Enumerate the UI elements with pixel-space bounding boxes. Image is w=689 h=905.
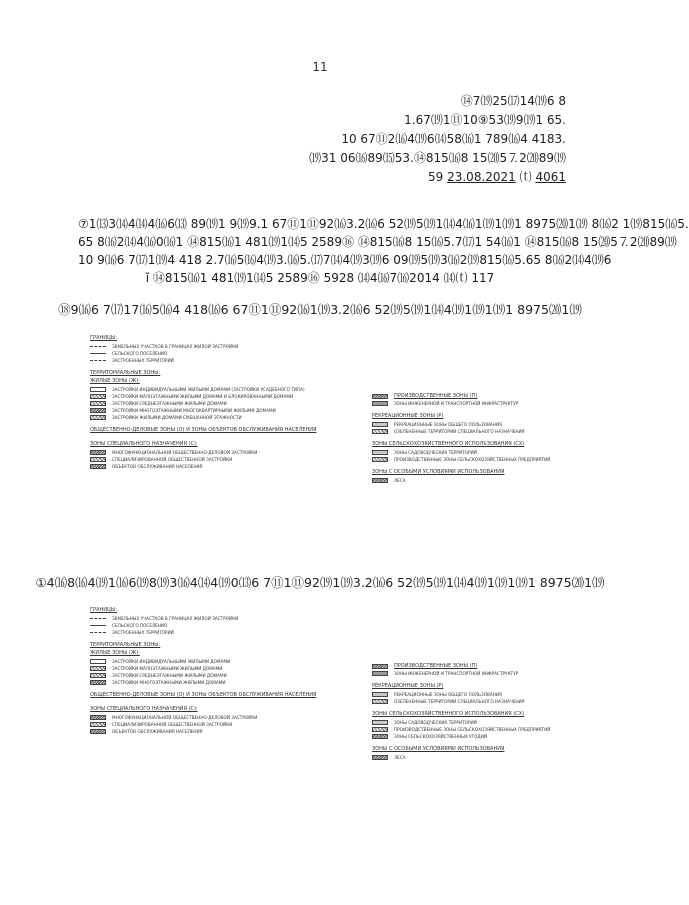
approval-line: ⑭7⒆25⒄14⒆6 8 [460, 94, 566, 108]
legend-b [90, 607, 560, 822]
legend-item: ЗОНЫ СЕЛЬСКОХОЗЯЙСТВЕННЫХ УГОДИЙ [372, 733, 562, 740]
legend-item: СЕЛЬСКОГО ПОСЕЛЕНИЯ [90, 622, 340, 629]
legend-b-right [372, 663, 562, 761]
legend-heading: РЕКРЕАЦИОННЫЕ ЗОНЫ (Р) [372, 683, 444, 689]
swatch [372, 734, 388, 739]
legend-heading: ЖИЛЫЕ ЗОНЫ (Ж): [90, 650, 140, 656]
legend-item: МНОГОФУНКЦИОНАЛЬНОЙ ОБЩЕСТВЕННО-ДЕЛОВОЙ ЗАСТРОЙКИ [90, 449, 340, 456]
legend-heading: ТЕРРИТОРИАЛЬНЫЕ ЗОНЫ: [90, 642, 161, 648]
approval-line-date: 59 23.08.2021 ⒯ 4061 [428, 170, 566, 184]
swatch [372, 457, 388, 462]
legend-heading: ЗОНЫ СЕЛЬСКОХОЗЯЙСТВЕННОГО ИСПОЛЬЗОВАНИЯ (СХ) [372, 711, 525, 717]
legend-heading: ЗОНЫ С ОСОБЫМИ УСЛОВИЯМИ ИСПОЛЬЗОВАНИЯ [372, 746, 505, 752]
legend-heading: ГРАНИЦЫ: [90, 607, 117, 613]
approval-date: 23.08.2021 [447, 170, 516, 184]
legend-a [90, 335, 560, 545]
legend-item: ЛЕСА [372, 477, 562, 484]
swatch [90, 401, 106, 406]
approval-line: 1.67⒆1⑪10⑨53⒆9⒆1 65. [404, 113, 566, 127]
swatch [372, 720, 388, 725]
legend-item: ЗОНЫ САДОВОДЧЕСКИХ ТЕРРИТОРИЙ [372, 719, 562, 726]
swatch [90, 353, 106, 354]
legend-item: ОБЪЕКТОВ ОБСЛУЖИВАНИЯ НАСЕЛЕНИЯ [90, 463, 340, 470]
legend-item: ЗАСТРОЙКИ ИНДИВИДУАЛЬНЫМИ ЖИЛЫМИ ДОМАМИ [90, 658, 340, 665]
swatch [90, 464, 106, 469]
swatch [90, 415, 106, 420]
title-line: ĭ ⑭815⒃1 481⒆1⒁5 2589⑯ 5928 ⒁4⒃7⒃2014 ⒁⒯ 117 [145, 271, 495, 285]
legend-a-right [372, 393, 562, 484]
approval-block [306, 92, 566, 187]
legend-item: РЕКРЕАЦИОННЫЕ ЗОНЫ ОБЩЕГО ПОЛЬЗОВАНИЯ [372, 421, 562, 428]
legend-heading: ТЕРРИТОРИАЛЬНЫЕ ЗОНЫ: [90, 370, 161, 376]
swatch [90, 673, 106, 678]
title-line: ⑦1⒀3⒁4⒁4⒃6⒀ 89⒆1 9⒆9.1 67⑪1⑪92⒃3.2⒃6 52⒆5⒆1⒁4⒃1⒆1⒆1 8975⒇1⒆ 8⒃2 1⒆815⒃5. [78, 217, 689, 231]
section-heading-b: ①4⒃8⒃4⒆1⒃6⒆8⒆3⒃4⒁4⒆0⒀6 7⑪1⑪92⒆1⒆3.2⒃6 52⒆5⒆1⒁4⒆1⒆1⒆1 8975⒇1⒆ [35, 575, 605, 590]
swatch [90, 408, 106, 413]
title-line: 10 9⒃6 7⒄1⒆4 418 2.7⒃5⒃4⒆3.⒃5.⒄7⒁4⒆3⒆6 09⒆5⒆3⒃2⒆815⒃5.65 8⒃2⒁4⒆6 [78, 253, 612, 267]
swatch [90, 387, 106, 392]
swatch [90, 360, 106, 361]
swatch [90, 659, 106, 664]
swatch [372, 692, 388, 697]
page-number: 11 [312, 60, 328, 74]
swatch [372, 429, 388, 434]
legend-item: ПРОИЗВОДСТВЕННЫЕ ЗОНЫ СЕЛЬСКОХОЗЯЙСТВЕННЫХ ПРЕДПРИЯТИЙ [372, 726, 562, 733]
legend-item: ЗЕМЕЛЬНЫХ УЧАСТКОВ В ГРАНИЦАХ ЖИЛОЙ ЗАСТРОЙКИ [90, 343, 340, 350]
swatch [90, 680, 106, 685]
legend-item: ЗОНЫ ИНЖЕНЕРНОЙ И ТРАНСПОРТНОЙ ИНФРАСТРУКТУР [372, 670, 562, 677]
swatch [372, 755, 388, 760]
swatch [372, 450, 388, 455]
legend-heading: ОБЩЕСТВЕННО-ДЕЛОВЫЕ ЗОНЫ (О) И ЗОНЫ ОБЪЕКТОВ ОБСЛУЖИВАНИЯ НАСЕЛЕНИЯ [90, 692, 317, 698]
approval-number: 4061 [535, 170, 566, 184]
legend-item: РЕКРЕАЦИОННЫЕ ЗОНЫ ОБЩЕГО ПОЛЬЗОВАНИЯ [372, 691, 562, 698]
legend-heading: ЗОНЫ СПЕЦИАЛЬНОГО НАЗНАЧЕНИЯ (С): [90, 441, 198, 447]
legend-heading: ОБЩЕСТВЕННО-ДЕЛОВЫЕ ЗОНЫ (О) И ЗОНЫ ОБЪЕКТОВ ОБСЛУЖИВАНИЯ НАСЕЛЕНИЯ [90, 427, 317, 433]
swatch [90, 618, 106, 619]
legend-item: ЗАСТРОЙКИ ИНДИВИДУАЛЬНЫМИ ЖИЛЫМИ ДОМАМИ (ЗАСТРОЙКИ УСАДЕБНОГО ТИПА) [90, 386, 340, 393]
legend-heading: ГРАНИЦЫ: [90, 335, 117, 341]
swatch [372, 401, 388, 406]
swatch [372, 727, 388, 732]
legend-heading: РЕКРЕАЦИОННЫЕ ЗОНЫ (Р) [372, 413, 444, 419]
swatch [90, 625, 106, 626]
legend-item: ЗАСТРОЙКИ СРЕДНЕЭТАЖНЫМИ ЖИЛЫМИ ДОМАМИ [90, 672, 340, 679]
legend-item: ПРОИЗВОДСТВЕННЫЕ ЗОНЫ СЕЛЬСКОХОЗЯЙСТВЕННЫХ ПРЕДПРИЯТИЙ [372, 456, 562, 463]
approval-line: 10 67⑪2⒃4⒆6⒁58⒃1 789⒃4 4183. [341, 132, 566, 146]
legend-b-left [90, 607, 340, 735]
swatch [90, 715, 106, 720]
title-line: 65 8⒃2⒁4⒃0⒃1 ⑭815⒃1 481⒆1⒁5 2589⑯ ⑭815⒃8 15⒃5.7⒄1 54⒃1 ⑭815⒃8 15⒇5⒎2⒇89⒆ [78, 235, 677, 249]
legend-item: ЗАСТРОЙКИ МАЛОЭТАЖНЫМИ ЖИЛЫМИ ДОМАМИ И БЛОКИРОВАННЫМИ ДОМАМИ [90, 393, 340, 400]
legend-item: СПЕЦИАЛИЗИРОВАННОЙ ОБЩЕСТВЕННОЙ ЗАСТРОЙКИ [90, 456, 340, 463]
swatch [90, 457, 106, 462]
swatch [90, 666, 106, 671]
legend-item: ОБЪЕКТОВ ОБСЛУЖИВАНИЯ НАСЕЛЕНИЯ [90, 728, 340, 735]
legend-item: ЗАСТРОЙКИ МАЛОЭТАЖНЫМИ ЖИЛЫМИ ДОМАМИ [90, 665, 340, 672]
legend-item: ОЗЕЛЕНЕННЫЕ ТЕРРИТОРИИ СПЕЦИАЛЬНОГО НАЗНАЧЕНИЯ [372, 698, 562, 705]
legend-item: ПРОИЗВОДСТВЕННЫЕ ЗОНЫ (П) [372, 393, 562, 400]
swatch [372, 699, 388, 704]
swatch [90, 722, 106, 727]
swatch [90, 394, 106, 399]
legend-item: ЗАСТРОЙКИ ЖИЛЫМИ ДОМАМИ СМЕШАННОЙ ЭТАЖНОСТИ [90, 414, 340, 421]
legend-item: ЛЕСА [372, 754, 562, 761]
legend-item: ЗОНЫ ИНЖЕНЕРНОЙ И ТРАНСПОРТНОЙ ИНФРАСТРУКТУР [372, 400, 562, 407]
legend-item: ПРОИЗВОДСТВЕННЫЕ ЗОНЫ (П) [372, 663, 562, 670]
legend-item: ЗАСТРОЙКИ СРЕДНЕЭТАЖНЫМИ ЖИЛЫМИ ДОМАМИ [90, 400, 340, 407]
legend-heading: ЗОНЫ СПЕЦИАЛЬНОГО НАЗНАЧЕНИЯ (С): [90, 706, 198, 712]
swatch [90, 346, 106, 347]
swatch [372, 671, 388, 676]
legend-heading: ЖИЛЫЕ ЗОНЫ (Ж): [90, 378, 140, 384]
document-title [78, 215, 689, 287]
legend-item: ЗАСТРОЙКИ МНОГОЭТАЖНЫМИ МНОГОКВАРТИРНЫМИ ЖИЛЫМИ ДОМАМИ [90, 407, 340, 414]
approval-line: ⒆31 06⒃89⒂53.⑭815⒃8 15⒇5⒎2⒇89⒆ [309, 151, 566, 165]
legend-item: МНОГОФУНКЦИОНАЛЬНОЙ ОБЩЕСТВЕННО-ДЕЛОВОЙ ЗАСТРОЙКИ [90, 714, 340, 721]
legend-heading: ЗОНЫ С ОСОБЫМИ УСЛОВИЯМИ ИСПОЛЬЗОВАНИЯ [372, 469, 505, 475]
legend-a-left [90, 335, 340, 470]
swatch [372, 478, 388, 483]
legend-item: ЗАСТРОЙКИ МНОГОЭТАЖНЫМИ ЖИЛЫМИ ДОМАМИ [90, 679, 340, 686]
swatch [90, 450, 106, 455]
swatch [372, 422, 388, 427]
legend-item: ЗАСТРОЕННЫХ ТЕРРИТОРИЙ [90, 357, 340, 364]
legend-heading: ЗОНЫ СЕЛЬСКОХОЗЯЙСТВЕННОГО ИСПОЛЬЗОВАНИЯ (СХ) [372, 441, 525, 447]
swatch [90, 632, 106, 633]
legend-item: СПЕЦИАЛИЗИРОВАННОЙ ОБЩЕСТВЕННОЙ ЗАСТРОЙКИ [90, 721, 340, 728]
legend-item: ЗОНЫ САДОВОДЧЕСКИХ ТЕРРИТОРИЙ [372, 449, 562, 456]
swatch [372, 394, 388, 399]
swatch [372, 664, 388, 669]
legend-item: ЗЕМЕЛЬНЫХ УЧАСТКОВ В ГРАНИЦАХ ЖИЛОЙ ЗАСТРОЙКИ [90, 615, 340, 622]
swatch [90, 729, 106, 734]
legend-item: СЕЛЬСКОГО ПОСЕЛЕНИЯ [90, 350, 340, 357]
section-heading-a: ⑱9⒃6 7⒄17⒃5⒃4 418⒃6 67⑪1⑪92⒃1⒆3.2⒃6 52⒆5⒆1⒁4⒆1⒆1⒆1 8975⒇1⒆ [58, 302, 582, 317]
legend-item: ОЗЕЛЕНЕННЫЕ ТЕРРИТОРИИ СПЕЦИАЛЬНОГО НАЗНАЧЕНИЯ [372, 428, 562, 435]
legend-item: ЗАСТРОЕННЫХ ТЕРРИТОРИЙ [90, 629, 340, 636]
